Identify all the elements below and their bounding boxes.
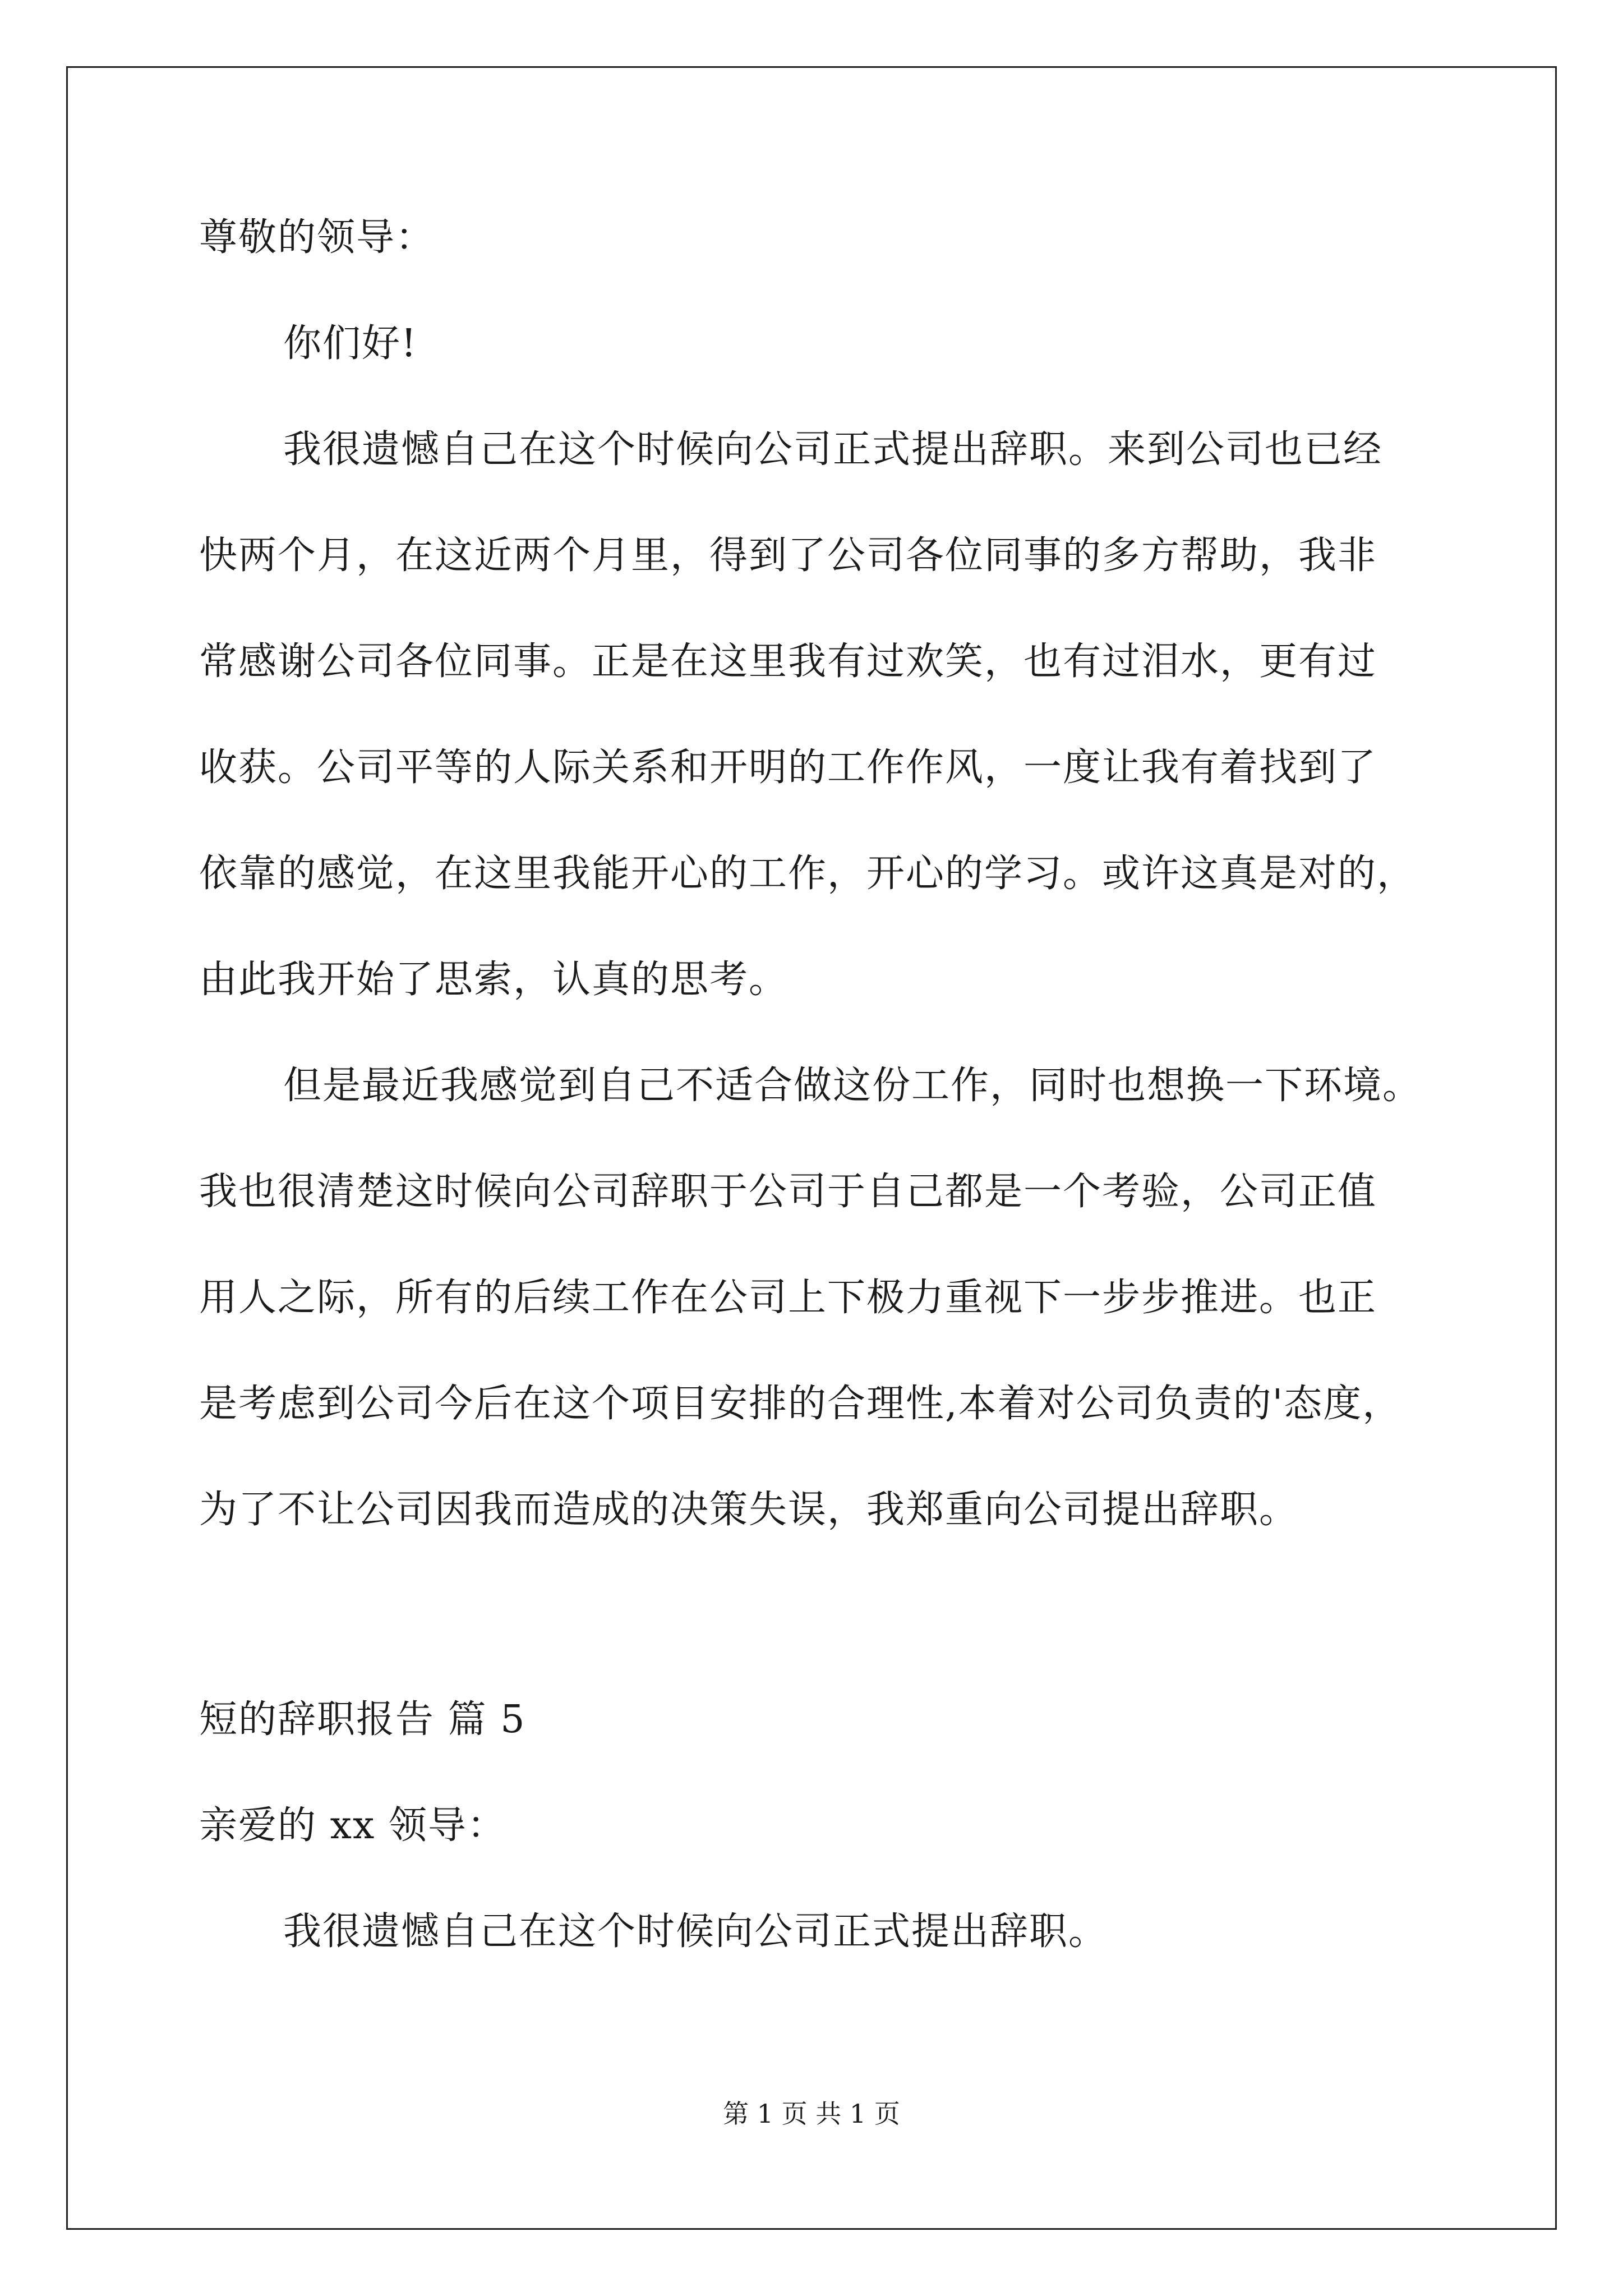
paragraph-line: 常感谢公司各位同事。正是在这里我有过欢笑，也有过泪水，更有过 bbox=[199, 639, 1377, 684]
paragraph-line: 由此我开始了思索，认真的思考。 bbox=[199, 958, 789, 1002]
paragraph-line: 为了不让公司因我而造成的决策失误，我郑重向公司提出辞职。 bbox=[199, 1488, 1299, 1532]
document-body bbox=[199, 213, 1433, 1957]
paragraph-1 bbox=[199, 425, 1433, 1005]
paragraph-line: 我很遗憾自己在这个时候向公司正式提出辞职。来到公司也已经 bbox=[283, 427, 1383, 472]
page-footer: 第 1 页 共 1 页 bbox=[723, 2099, 900, 2129]
greeting: 你们好! bbox=[283, 321, 418, 366]
paragraph-line: 但是最近我感觉到自己不适合做这份工作，同时也想换一下环境。 bbox=[283, 1064, 1422, 1108]
salutation-2: 亲爱的 xx 领导： bbox=[199, 1803, 506, 1848]
paragraph-line: 用人之际，所有的后续工作在公司上下极力重视下一步步推进。也正 bbox=[199, 1276, 1377, 1320]
paragraph-line: 快两个月，在这近两个月里，得到了公司各位同事的多方帮助，我非 bbox=[199, 533, 1377, 578]
paragraph-line: 依靠的感觉，在这里我能开心的工作，开心的学习。或许这真是对的， bbox=[199, 852, 1417, 896]
paragraph-line: 是考虑到公司今后在这个项目安排的合理性,本着对公司负责的'态度， bbox=[199, 1382, 1402, 1426]
section-heading: 短的辞职报告 篇 5 bbox=[199, 1697, 526, 1742]
salutation: 尊敬的领导： bbox=[199, 215, 435, 260]
paragraph-line: 我也很清楚这时候向公司辞职于公司于自己都是一个考验，公司正值 bbox=[199, 1170, 1377, 1214]
paragraph-line: 收获。公司平等的人际关系和开明的工作作风，一度让我有着找到了 bbox=[199, 746, 1377, 790]
paragraph-2 bbox=[199, 1061, 1433, 1535]
paragraph-3: 我很遗憾自己在这个时候向公司正式提出辞职。 bbox=[283, 1910, 1108, 1954]
